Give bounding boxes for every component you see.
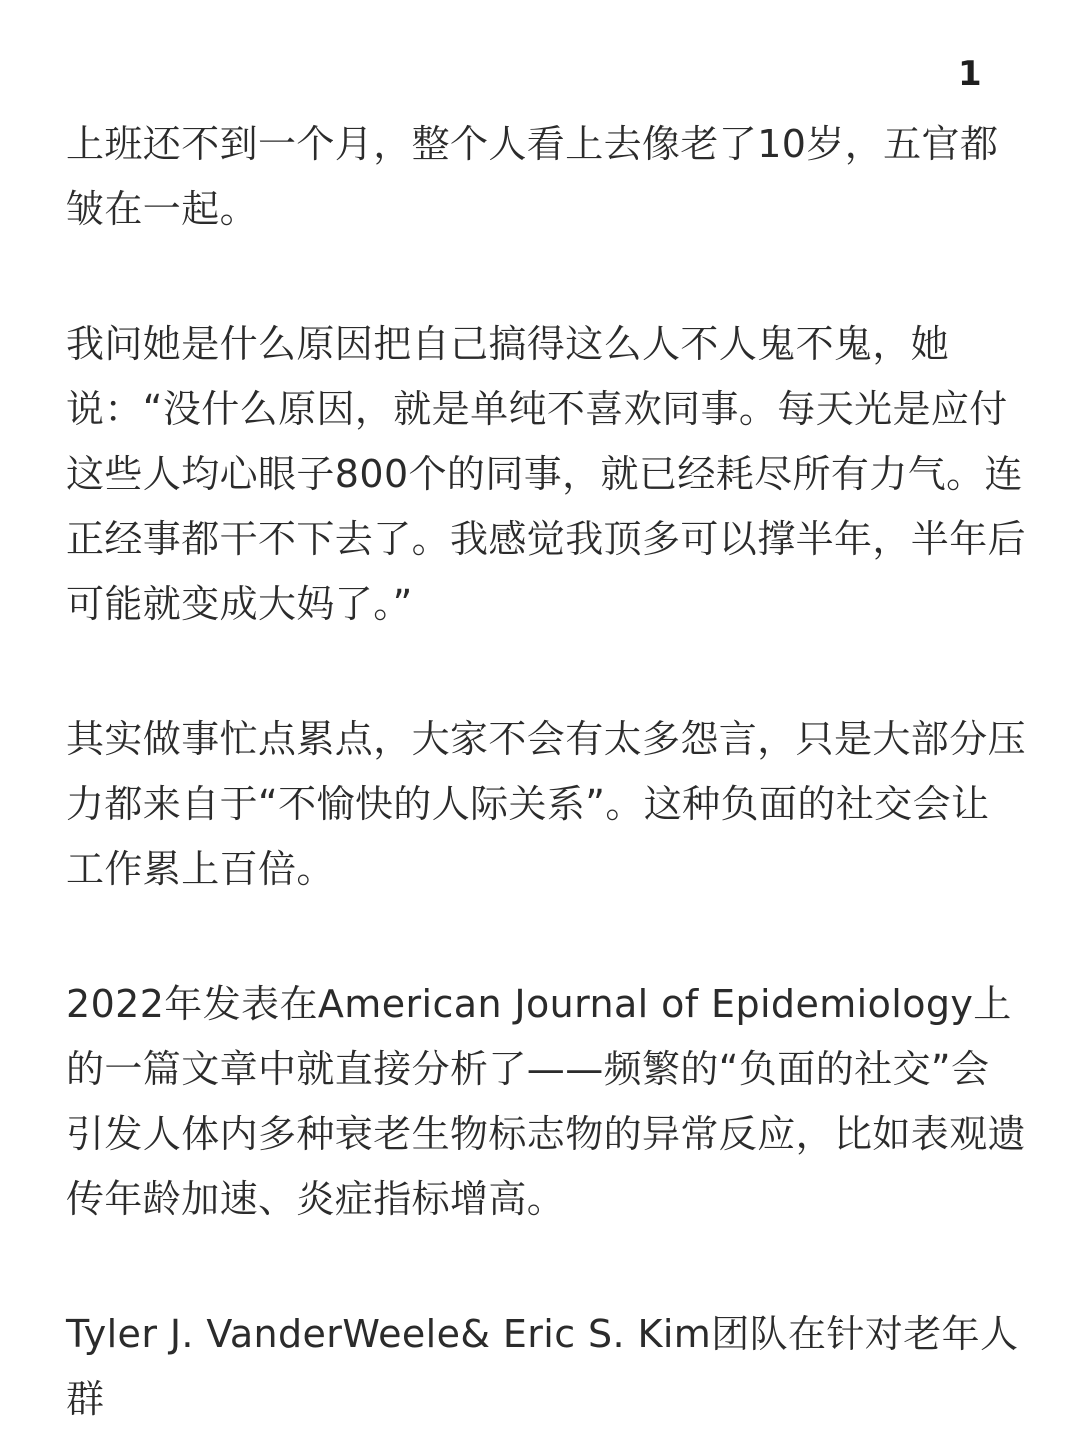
paragraph-3: 其实做事忙点累点，大家不会有太多怨言，只是大部分压力都来自于“不愉快的人际关系”。这种负面的社交会让工作累上百倍。 [66, 717, 1027, 891]
article-body [66, 112, 1026, 1432]
paragraph-4: 2022年发表在American Journal of Epidemiology上的一篇文章中就直接分析了——频繁的“负面的社交”会引发人体内多种衰老生物标志物的异常反应，比如表观遗传年龄加速、炎症指标增高。 [66, 982, 1027, 1221]
paragraph-1: 上班还不到一个月，整个人看上去像老了10岁，五官都皱在一起。 [66, 122, 999, 231]
page-number: 1 [958, 54, 982, 94]
paragraph-2: 我问她是什么原因把自己搞得这么人不人鬼不鬼，她说：“没什么原因，就是单纯不喜欢同事。每天光是应付这些人均心眼子800个的同事，就已经耗尽所有力气。连正经事都干不下去了。我感觉我顶多可以撑半年，半年后可能就变成大妈了。” [66, 322, 1027, 626]
paragraph-5: Tyler J. VanderWeele& Eric S. Kim团队在针对老年人群 [66, 1312, 1019, 1421]
